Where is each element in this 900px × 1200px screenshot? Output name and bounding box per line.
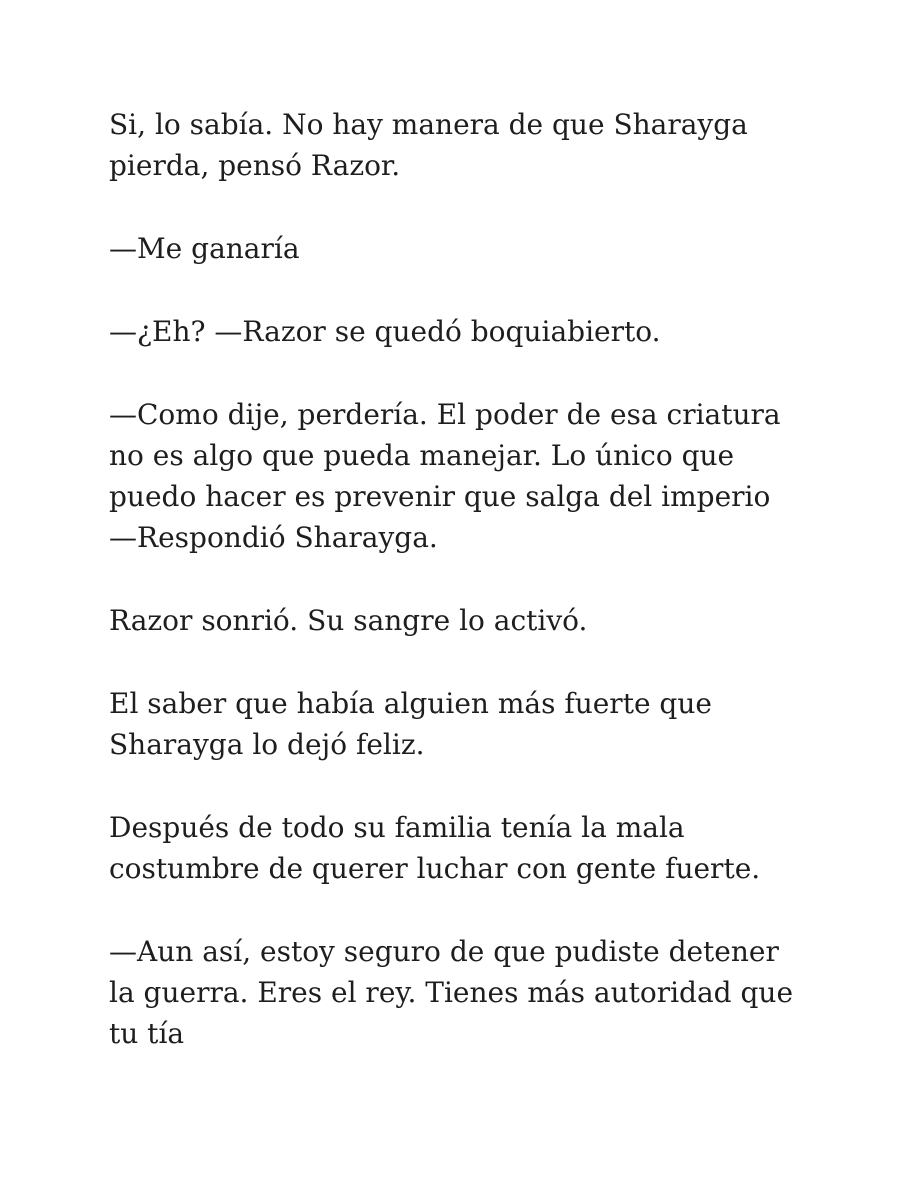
text-line: puedo hacer es prevenir que salga del imperio (109, 480, 771, 513)
text-line: Sharayga lo dejó feliz. (109, 728, 425, 761)
text-line: Después de todo su familia tenía la mala (109, 811, 685, 844)
text-line: Si, lo sabía. No hay manera de que Sharayga (109, 108, 748, 141)
paragraph (109, 104, 809, 186)
text-line: —¿Eh? —Razor se quedó boquiabierto. (109, 315, 661, 348)
text-line: la guerra. Eres el rey. Tienes más autoridad que (109, 976, 794, 1009)
text-line: —Me ganaría (109, 232, 300, 265)
paragraph (109, 807, 809, 889)
paragraph (109, 394, 809, 558)
text-line: tu tía (109, 1017, 185, 1050)
text-line: no es algo que pueda manejar. Lo único que (109, 439, 735, 472)
text-line: —Aun así, estoy seguro de que pudiste detener (109, 935, 779, 968)
paragraph (109, 311, 809, 352)
text-line: El saber que había alguien más fuerte que (109, 687, 712, 720)
paragraph (109, 228, 809, 269)
text-line: pierda, pensó Razor. (109, 149, 401, 182)
text-line: —Como dije, perdería. El poder de esa criatura (109, 398, 781, 431)
text-body (109, 104, 809, 1096)
paragraph (109, 600, 809, 641)
paragraph (109, 683, 809, 765)
paragraph (109, 931, 809, 1054)
text-line: costumbre de querer luchar con gente fuerte. (109, 852, 761, 885)
text-line: —Respondió Sharayga. (109, 521, 438, 554)
text-line: Razor sonrió. Su sangre lo activó. (109, 604, 588, 637)
